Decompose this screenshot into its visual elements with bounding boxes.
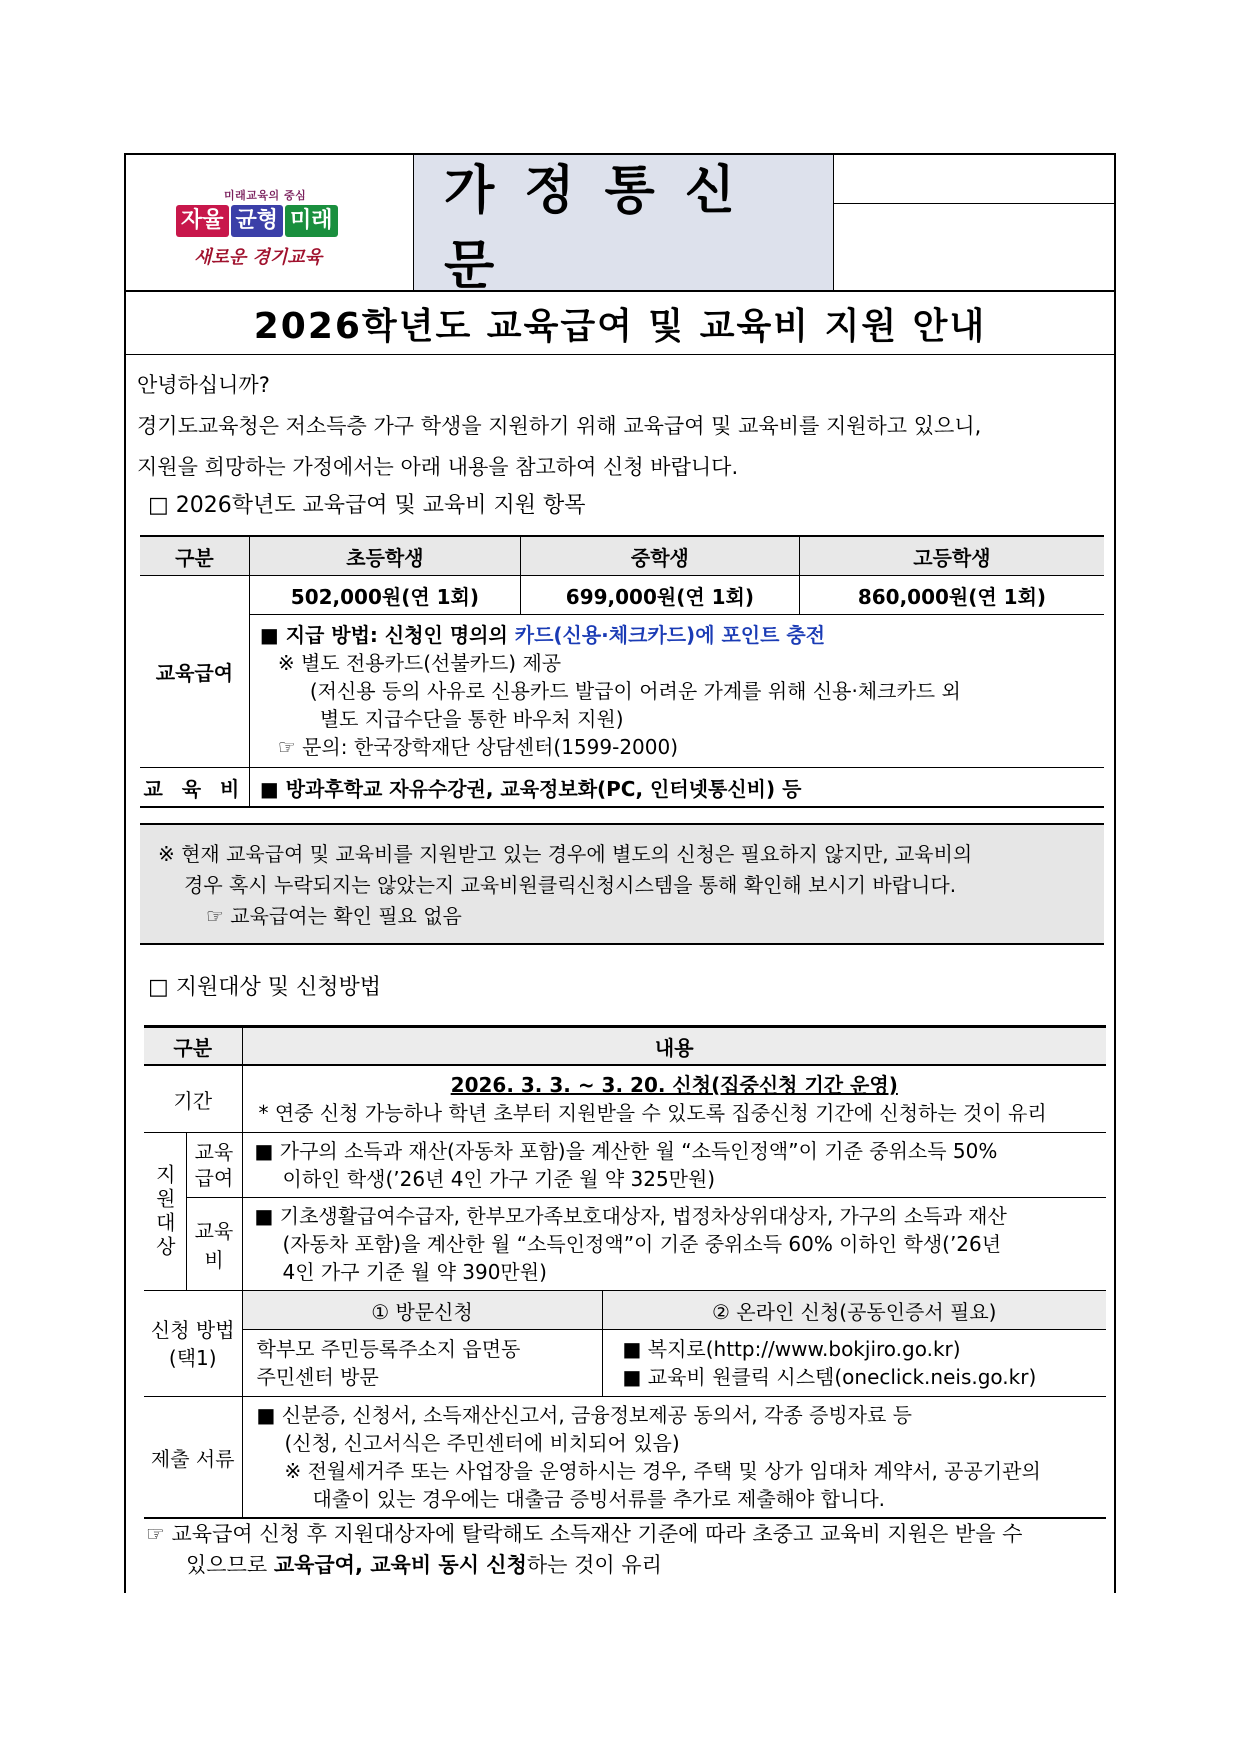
benefit-text-1: ■ 가구의 소득과 재산(자동차 포함)을 계산한 월 “소득인정액”이 기준 중위소득 50% xyxy=(254,1139,998,1163)
table-row xyxy=(144,1198,1106,1291)
document-subtitle: 2026학년도 교육급여 및 교육비 지원 안내 xyxy=(126,292,1114,355)
col-middle: 중학생 xyxy=(520,536,799,576)
logo-word-1: 자율 xyxy=(176,205,229,237)
intro-text xyxy=(137,365,1109,488)
col-category: 구분 xyxy=(140,536,249,576)
notice-line-1: ※ 현재 교육급여 및 교육비를 지원받고 있는 경우에 별도의 신청은 필요하지 않지만, 교육비의 xyxy=(158,842,973,866)
benefit-text-2: 이하인 학생(’26년 4인 가구 기준 월 약 325만원) xyxy=(282,1167,716,1191)
table-row xyxy=(140,576,1104,615)
period-cell xyxy=(242,1065,1106,1133)
cost-text-3: 4인 가구 기준 월 약 390만원) xyxy=(282,1260,547,1284)
docs-text-1: ■ 신분증, 신청서, 소득재산신고서, 금융정보제공 동의서, 각종 증빙자료 등 xyxy=(256,1403,912,1427)
table-row xyxy=(140,615,1104,768)
amount-middle: 699,000원(연 1회) xyxy=(520,576,799,615)
intro-body-2: 지원을 희망하는 가정에서는 아래 내용을 참고하여 신청 바랍니다. xyxy=(137,455,739,479)
payment-method-cell xyxy=(249,615,1104,768)
tip-line-2-prefix: 있으므로 xyxy=(186,1553,274,1577)
header-divider xyxy=(834,203,1114,204)
method-label-2: (택1) xyxy=(168,1345,217,1370)
cost-cell xyxy=(242,1198,1106,1291)
docs-text-3: ※ 전월세거주 또는 사업장을 운영하시는 경우, 주택 및 상가 임대차 계약서, 공공기관의 xyxy=(284,1459,1041,1483)
table-header-row xyxy=(140,536,1104,576)
logo-tagline: 미래교육의 중심 xyxy=(224,189,307,202)
gyeonggi-education-logo xyxy=(126,155,414,290)
support-items-table xyxy=(140,535,1104,808)
logo-words xyxy=(176,205,338,237)
logo-bottom: 새로운 경기교육 xyxy=(194,247,322,268)
logo-word-2: 균형 xyxy=(231,205,284,237)
logo-word-3: 미래 xyxy=(285,205,338,237)
payment-sub-1: ※ 별도 전용카드(선불카드) 제공 xyxy=(277,651,562,675)
page-title: 가정통신문 xyxy=(414,155,834,290)
visit-head: ① 방문신청 xyxy=(242,1291,602,1330)
table-row xyxy=(140,768,1104,808)
notice-line-2: 경우 혹시 누락되지는 않았는지 교육비원클릭신청시스템을 통해 확인해 보시기 바랍니다. xyxy=(184,873,957,897)
method-label-1: 신청 방법 xyxy=(150,1317,235,1342)
table-row xyxy=(144,1291,1106,1330)
table-row xyxy=(144,1065,1106,1133)
docs-label: 제출 서류 xyxy=(144,1397,242,1519)
row-label-edu-cost: 교 육 비 xyxy=(140,768,249,808)
payment-sub-2: (저신용 등의 사유로 신용카드 발급이 어려운 가계를 위해 신용·체크카드 외 xyxy=(309,679,961,703)
notice-line-3: ☞ 교육급여는 확인 필요 없음 xyxy=(206,904,462,928)
visit-cell xyxy=(242,1330,602,1397)
amount-high: 860,000원(연 1회) xyxy=(799,576,1104,615)
cost-text-1: ■ 기초생활급여수급자, 한부모가족보호대상자, 법정차상위대상자, 가구의 소득과 재산 xyxy=(254,1204,1007,1228)
section1-heading: □ 2026학년도 교육급여 및 교육비 지원 항목 xyxy=(148,493,586,518)
period-main: 2026. 3. 3. ~ 3. 20. 신청(집중신청 기간 운영) xyxy=(450,1073,898,1097)
table-header-row xyxy=(144,1027,1106,1066)
intro-greeting: 안녕하십니까? xyxy=(137,373,270,397)
row-label-edu-benefit: 교육급여 xyxy=(140,576,249,768)
table-row xyxy=(144,1330,1106,1397)
table-row xyxy=(144,1133,1106,1198)
tip-line-2 xyxy=(146,1550,1108,1581)
tip-line-2-bold: 교육급여, 교육비 동시 신청 xyxy=(273,1553,527,1577)
inquiry-line: ☞ 문의: 한국장학재단 상담센터(1599-2000) xyxy=(277,735,679,759)
online-cell xyxy=(602,1330,1106,1397)
benefit-label: 교육급여 xyxy=(186,1133,242,1198)
document-header xyxy=(126,155,1114,296)
method-label xyxy=(144,1291,242,1397)
tip-box xyxy=(146,1519,1108,1581)
amount-elementary: 502,000원(연 1회) xyxy=(249,576,520,615)
payment-method-prefix: ■ 지급 방법: 신청인 명의의 xyxy=(259,623,515,647)
target-label: 지원대상 xyxy=(144,1133,186,1291)
online-link-oneclick[interactable]: ■ 교육비 원클릭 시스템(oneclick.neis.go.kr) xyxy=(622,1365,1037,1389)
docs-text-2: (신청, 신고서식은 주민센터에 비치되어 있음) xyxy=(284,1431,680,1455)
tip-line-1: ☞ 교육급여 신청 후 지원대상자에 탈락해도 소득재산 기준에 따라 초중고 교육비 지원은 받을 수 xyxy=(146,1522,1023,1546)
eligibility-table xyxy=(144,1025,1106,1519)
col-elementary: 초등학생 xyxy=(249,536,520,576)
section2-heading: □ 지원대상 및 신청방법 xyxy=(148,975,382,1000)
online-link-bokjiro[interactable]: ■ 복지로(http://www.bokjiro.go.kr) xyxy=(622,1337,961,1361)
visit-text-2: 주민센터 방문 xyxy=(256,1365,379,1389)
period-note: * 연중 신청 가능하나 학년 초부터 지원받을 수 있도록 집중신청 기간에 신청하는 것이 유리 xyxy=(258,1101,1047,1125)
col-category: 구분 xyxy=(144,1027,242,1066)
benefit-cell xyxy=(242,1133,1106,1198)
docs-cell xyxy=(242,1397,1106,1519)
document-frame xyxy=(124,153,1116,1593)
docs-text-4: 대출이 있는 경우에는 대출금 증빙서류를 추가로 제출해야 합니다. xyxy=(312,1487,885,1511)
tip-line-2-suffix: 하는 것이 유리 xyxy=(526,1553,662,1577)
intro-body-1: 경기도교육청은 저소득층 가구 학생을 지원하기 위해 교육급여 및 교육비를 지원하고 있으니, xyxy=(137,414,982,438)
col-content: 내용 xyxy=(242,1027,1106,1066)
edu-cost-items: ■ 방과후학교 자유수강권, 교육정보화(PC, 인터넷통신비) 등 xyxy=(249,768,1104,808)
col-high: 고등학생 xyxy=(799,536,1104,576)
online-head: ② 온라인 신청(공동인증서 필요) xyxy=(602,1291,1106,1330)
payment-method xyxy=(260,621,1094,649)
payment-method-highlight: 카드(신용·체크카드)에 포인트 충전 xyxy=(514,623,826,647)
visit-text-1: 학부모 주민등록주소지 읍면동 xyxy=(256,1337,521,1361)
table-row xyxy=(144,1397,1106,1519)
period-label: 기간 xyxy=(144,1065,242,1133)
notice-box xyxy=(140,823,1104,945)
payment-sub-3: 별도 지급수단을 통한 바우처 지원) xyxy=(319,707,624,731)
cost-text-2: (자동차 포함)을 계산한 월 “소득인정액”이 기준 중위소득 60% 이하인 학생(’26년 xyxy=(282,1232,1002,1256)
cost-label: 교육비 xyxy=(186,1198,242,1291)
